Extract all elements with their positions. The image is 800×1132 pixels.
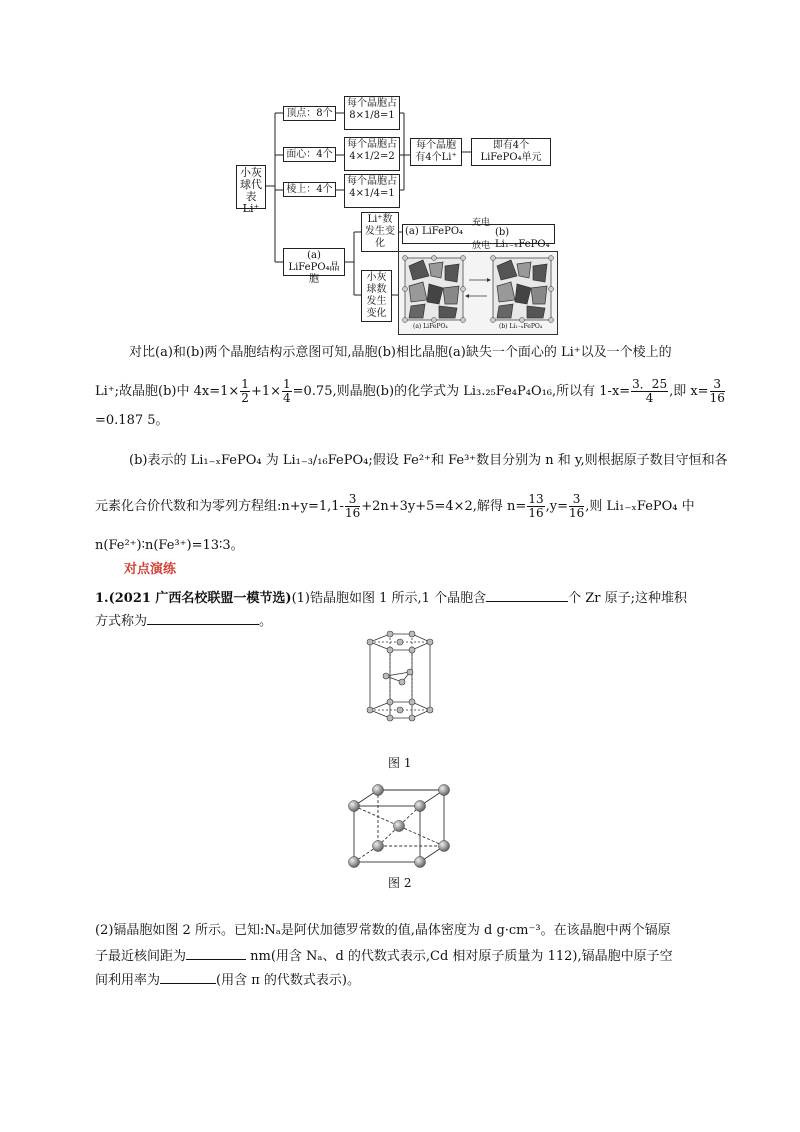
q1-text-d: 。 [259, 614, 273, 629]
figure-1-caption: 图 1 [388, 756, 412, 770]
ball-change-label: 小灰球数发生变化 [366, 272, 387, 319]
cell-a-label: (a) LiFePO₄晶胞 [288, 250, 340, 285]
p1-line2-a: Li⁺;故晶胞(b)中 4x=1× [95, 384, 240, 399]
edge-calc: 每个晶胞占4×1/4=1 [347, 176, 397, 199]
diagram-root-label: 小灰球代表Li⁺ [240, 166, 262, 215]
q1-text-b: 个 Zr 原子;这种堆积 [568, 591, 687, 606]
p1-line3: =0.187 5。 [95, 413, 169, 428]
frac-316-b-den: 16 [344, 506, 361, 520]
reaction-right: (b) Li₁₋ₓFePO₄ [495, 227, 550, 250]
frac-316-c-den: 16 [568, 506, 585, 520]
q2-text-d: (用含 π 的代数式表示)。 [216, 973, 360, 988]
q2-text-a: 子最近核间距为 [95, 949, 187, 964]
panel-right-caption: (b) Li₁₋ₓFePO₄ [499, 323, 543, 330]
face-label: 面心：4个 [286, 149, 333, 160]
q2-text-b: nm(用含 Nₐ、d 的代数式表示,Cd 相对原子质量为 112),镉晶胞中原子空 [250, 949, 673, 964]
q1-blank-1[interactable] [486, 587, 568, 602]
diagram-vertex-box [283, 106, 336, 121]
frac-1316 [527, 493, 544, 520]
diagram-result-box [471, 138, 551, 166]
q1-source: (2021 广西名校联盟一模节选) [108, 591, 292, 606]
result-label: 即有4个LiFePO₄单元 [480, 140, 542, 163]
q1-text-c: 方式称为 [95, 614, 148, 629]
frac-quarter [282, 378, 292, 405]
frac-325-num: 3．25 [632, 377, 668, 391]
p2-line2-a: 元素化合价代数和为零列方程组:n+y=1,1- [95, 499, 344, 514]
diagram-face-calc-box [344, 137, 400, 171]
frac-quarter-num: 1 [283, 377, 291, 391]
frac-316-num: 3 [710, 378, 725, 392]
p1-line2-d: ,即 x= [669, 384, 709, 399]
q2-text-c: 间利用率为 [95, 973, 161, 988]
frac-325 [631, 378, 668, 405]
q1-line2 [95, 610, 272, 632]
charge-label: 充电 [472, 218, 491, 228]
p1-line2-b: +1× [250, 384, 281, 399]
q2-blank-1[interactable] [186, 945, 246, 960]
face-calc: 每个晶胞占4×1/2=2 [347, 139, 397, 162]
diagram-face-box [283, 147, 336, 162]
panel-left-caption: (a) LiFePO₄ [413, 323, 448, 330]
frac-half-den: 2 [241, 391, 249, 405]
p2-line2 [95, 493, 695, 520]
q2-line1: (2)镉晶胞如图 2 所示。已知:Nₐ是阿伏加德罗常数的值,晶体密度为 d g·cm⁻³。在该晶胞中两个镉原 [95, 923, 671, 938]
vertex-calc: 每个晶胞占8×1/8=1 [347, 98, 397, 121]
diagram-cell-a-box [283, 248, 345, 285]
figure-2-caption: 图 2 [388, 876, 412, 890]
diagram-li-change-box [361, 212, 399, 252]
p1-line1: 对比(a)和(b)两个晶胞结构示意图可知,晶胞(b)相比晶胞(a)缺失一个面心的 Li⁺以及一个棱上的 [129, 345, 672, 360]
q1-text-a: (1)锆晶胞如图 1 所示,1 个晶胞含 [291, 591, 487, 606]
p2-line2-c: ,y= [545, 499, 568, 514]
p1-line2 [95, 378, 726, 405]
diagram-sum-box [410, 138, 462, 166]
p2-line2-d: ,则 Li₁₋ₓFePO₄ 中 [585, 499, 695, 514]
diagram-edge-box [283, 182, 336, 197]
figure-1-hcp-cell [350, 628, 450, 738]
p1-line2-c: =0.75,则晶胞(b)的化学式为 Li₃.₂₅Fe₄P₄O₁₆,所以有 1-x= [292, 384, 631, 399]
frac-quarter-den: 4 [283, 391, 291, 405]
p2-line3: n(Fe²⁺)∶n(Fe³⁺)=13∶3。 [95, 538, 244, 553]
diagram-ball-change-box [361, 270, 392, 322]
crystal-structure-panel [398, 251, 558, 335]
q2-blank-2[interactable] [160, 969, 216, 984]
p2-line1: (b)表示的 Li₁₋ₓFePO₄ 为 Li₁₋₃/₁₆FePO₄;假设 Fe²⁺和 Fe³⁺数目分别为 n 和 y,则根据原子数目守恒和各 [129, 453, 728, 468]
frac-316-b [345, 493, 360, 520]
frac-316-c [569, 493, 584, 520]
frac-316 [710, 378, 725, 405]
crystal-structure-image [399, 252, 557, 334]
q2-line2 [95, 945, 673, 967]
discharge-label: 放电 [472, 241, 491, 251]
q1-line1 [95, 587, 687, 609]
q2-line3 [95, 969, 360, 991]
figure-2-bcc-cell [340, 782, 460, 872]
frac-325-den: 4 [645, 391, 654, 405]
diagram-root-box [236, 165, 266, 215]
vertex-label: 顶点：8个 [286, 108, 333, 119]
diagram-vertex-calc-box [344, 96, 400, 130]
diagram-edge-calc-box [344, 174, 400, 208]
reaction-left: (a) LiFePO₄ [405, 226, 464, 237]
p2-line2-b: +2n+3y+5=4×2,解得 n= [361, 499, 527, 514]
frac-half-num: 1 [241, 377, 249, 391]
sum-label: 每个晶胞有4个Li⁺ [415, 140, 457, 163]
frac-316-c-num: 3 [569, 493, 584, 507]
frac-316-den: 16 [709, 391, 725, 405]
edge-label: 棱上：4个 [286, 184, 333, 195]
frac-316-b-num: 3 [345, 493, 360, 507]
frac-half [240, 378, 250, 405]
q1-blank-2[interactable] [147, 610, 259, 625]
li-change-label: Li⁺数发生变化 [365, 214, 395, 249]
section-title: 对点演练 [124, 562, 177, 577]
q1-number: 1. [95, 591, 109, 606]
frac-1316-num: 13 [528, 492, 544, 506]
frac-1316-den: 16 [528, 506, 544, 520]
